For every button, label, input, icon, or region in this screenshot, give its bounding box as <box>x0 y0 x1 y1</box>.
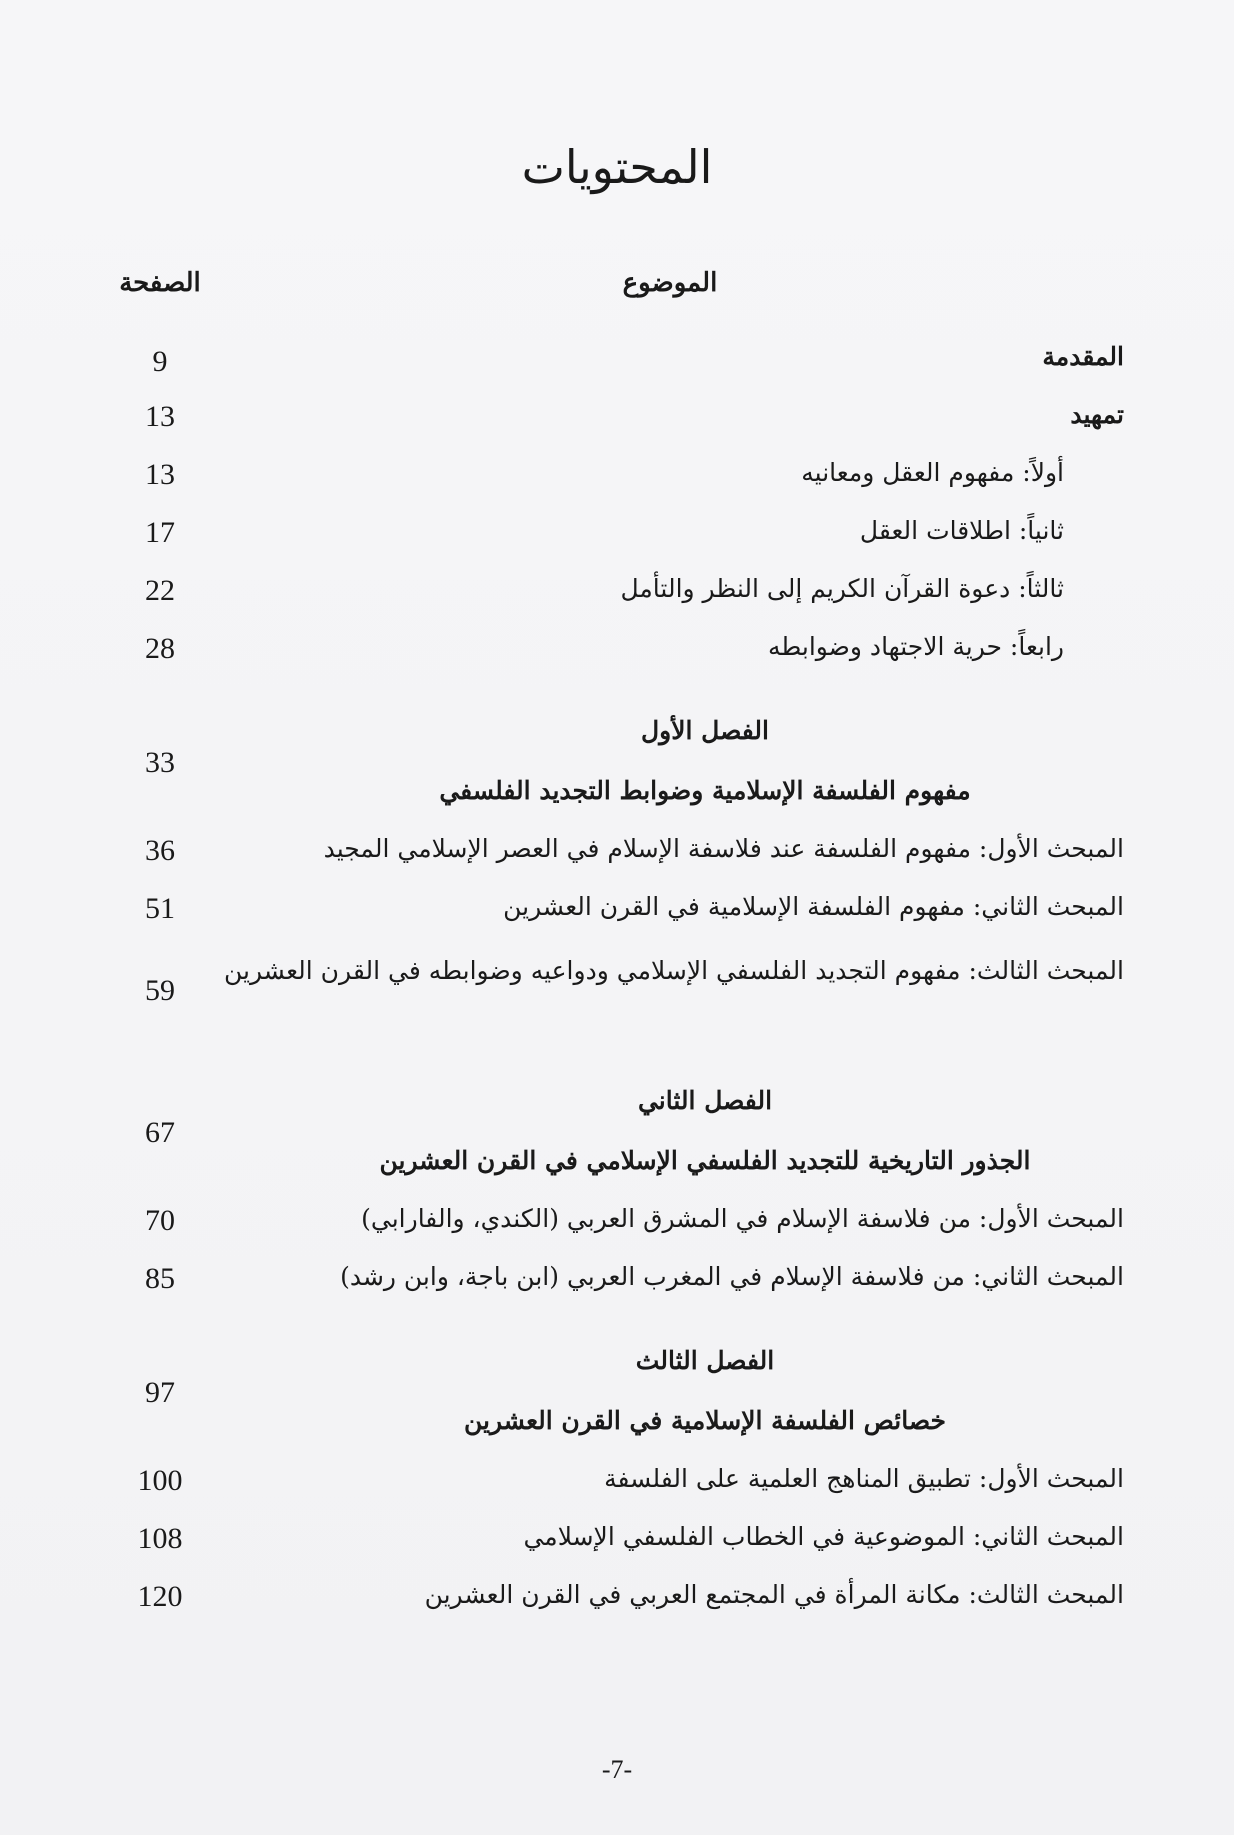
toc-entry-text: المبحث الأول: تطبيق المناهج العلمية على الفلسفة <box>604 1464 1124 1493</box>
toc-row <box>0 892 1234 942</box>
toc-page-number: 85 <box>145 1262 175 1295</box>
toc-entry-text: المبحث الثاني: الموضوعية في الخطاب الفلسفي الإسلامي <box>523 1522 1124 1551</box>
chapter-title: الجذور التاريخية للتجديد الفلسفي الإسلامي في القرن العشرين <box>379 1146 1031 1175</box>
toc-row <box>0 834 1234 884</box>
toc-row-preface <box>0 400 1234 450</box>
toc-page-number: 9 <box>152 345 168 378</box>
chapter-label: الفصل الثالث <box>635 1346 775 1375</box>
page-title: المحتويات <box>521 140 713 194</box>
toc-page-number: 13 <box>145 400 175 433</box>
toc-row <box>0 944 1234 1054</box>
page-column-header: الصفحة <box>119 268 201 298</box>
toc-entry-text: تمهيد <box>1070 400 1124 429</box>
toc-entry-text: ثانياً: اطلاقات العقل <box>859 516 1064 545</box>
toc-entry-text: المبحث الثاني: مفهوم الفلسفة الإسلامية في القرن العشرين <box>503 892 1124 921</box>
toc-page-number: 100 <box>137 1464 183 1497</box>
toc-entry-text: المبحث الأول: مفهوم الفلسفة عند فلاسفة الإسلام في العصر الإسلامي المجيد <box>323 834 1124 863</box>
toc-page-number: 33 <box>145 746 175 779</box>
toc-page-number: 13 <box>145 458 175 491</box>
toc-row <box>0 632 1234 682</box>
toc-page-number: 36 <box>145 834 175 867</box>
toc-row <box>0 1580 1234 1630</box>
chapter-label: الفصل الثاني <box>637 1086 773 1115</box>
toc-entry-text: المبحث الثالث: مكانة المرأة في المجتمع العربي في القرن العشرين <box>424 1580 1124 1609</box>
toc-page-number: 97 <box>145 1376 175 1409</box>
toc-entry-text: المقدمة <box>1042 342 1124 371</box>
toc-page-number: 120 <box>137 1580 183 1613</box>
toc-entry-text: أولاً: مفهوم العقل ومعانيه <box>801 458 1064 487</box>
toc-page-number: 17 <box>145 516 175 549</box>
toc-page-number: 67 <box>145 1116 175 1149</box>
toc-row-introduction-page <box>0 345 1234 395</box>
toc-entry-text: المبحث الأول: من فلاسفة الإسلام في المشرق العربي (الكندي، والفارابي) <box>361 1204 1124 1233</box>
toc-entry-text: المبحث الثاني: من فلاسفة الإسلام في المغرب العربي (ابن باجة، وابن رشد) <box>340 1262 1124 1291</box>
toc-row <box>0 1204 1234 1254</box>
chapter-title-row <box>0 1406 1234 1456</box>
toc-row <box>0 574 1234 624</box>
chapter-label: الفصل الأول <box>641 716 769 745</box>
toc-page-number: 108 <box>137 1522 183 1555</box>
toc-page-number: 70 <box>145 1204 175 1237</box>
toc-entry-text: ثالثاً: دعوة القرآن الكريم إلى النظر والتأمل <box>620 574 1064 603</box>
chapter-title: خصائص الفلسفة الإسلامية في القرن العشرين <box>464 1406 946 1435</box>
toc-page-number: 22 <box>145 574 175 607</box>
toc-page-number: 59 <box>145 974 175 1007</box>
toc-page-number: 28 <box>145 632 175 665</box>
chapter-title-row <box>0 776 1234 826</box>
toc-row <box>0 516 1234 566</box>
toc-row <box>0 1262 1234 1312</box>
toc-entry-text: رابعاً: حرية الاجتهاد وضوابطه <box>767 632 1064 661</box>
toc-page-number: 51 <box>145 892 175 925</box>
toc-row <box>0 458 1234 508</box>
page-number-footer: -7- <box>601 1755 633 1784</box>
toc-entry-text: المبحث الثالث: مفهوم التجديد الفلسفي الإسلامي ودواعيه وضوابطه في القرن العشرين <box>224 956 1124 985</box>
toc-row <box>0 1522 1234 1572</box>
toc-row <box>0 1464 1234 1514</box>
topic-column-header: الموضوع <box>622 268 718 298</box>
chapter-title: مفهوم الفلسفة الإسلامية وضوابط التجديد الفلسفي <box>439 776 971 805</box>
chapter-title-row <box>0 1146 1234 1196</box>
